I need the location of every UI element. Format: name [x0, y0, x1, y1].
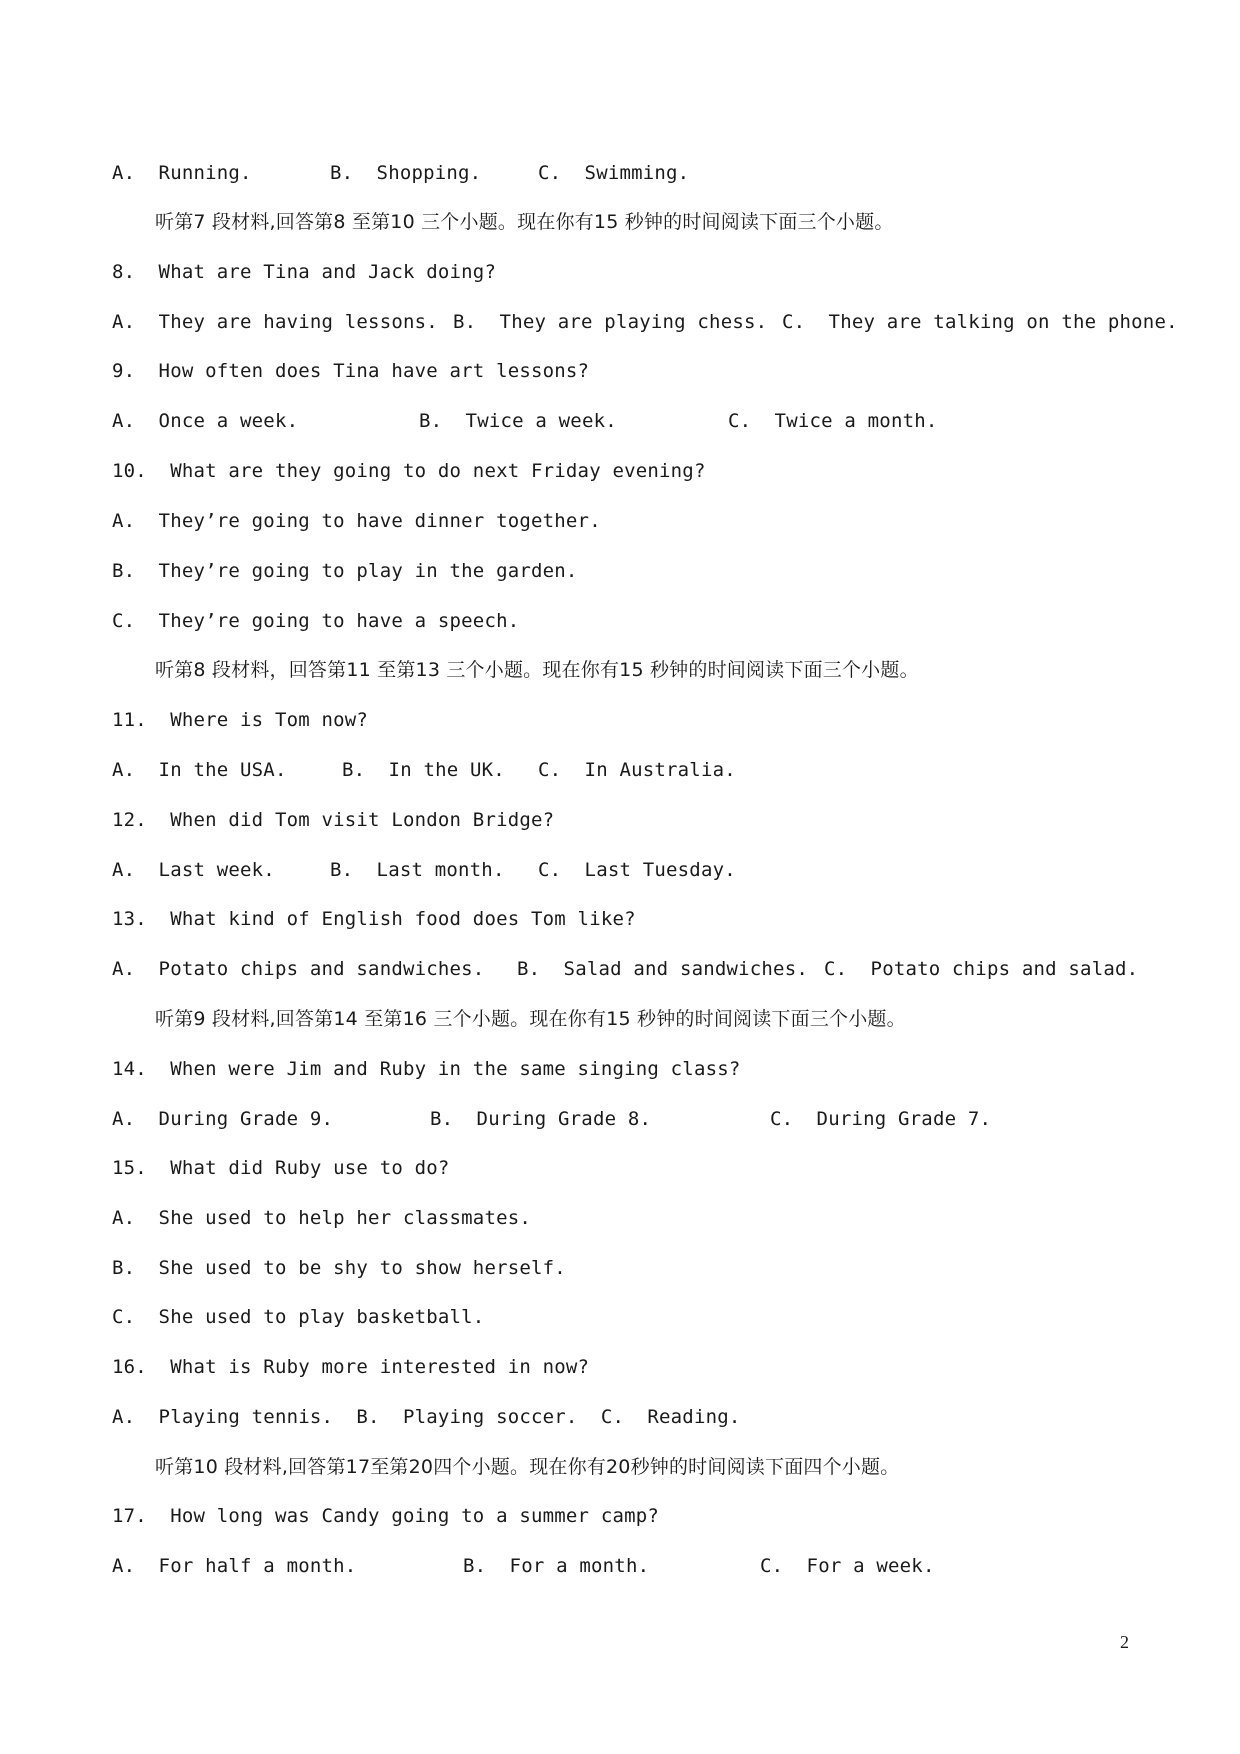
option-b: B. During Grade 8. [430, 1108, 652, 1130]
question-15: 15. What did Ruby use to do? [112, 1157, 450, 1179]
options-row-q11 [112, 755, 736, 785]
option-a: A. For half a month. [112, 1555, 357, 1577]
options-row-q9 [112, 406, 938, 436]
option-c: C. They’re going to have a speech. [112, 610, 520, 632]
question-9: 9. How often does Tina have art lessons? [112, 360, 590, 382]
options-row-q12 [112, 855, 736, 885]
option-b: B. Shopping. [330, 162, 482, 184]
question-11: 11. Where is Tom now? [112, 709, 369, 731]
option-c: C. During Grade 7. [770, 1108, 992, 1130]
question-17: 17. How long was Candy going to a summer camp? [112, 1505, 660, 1527]
options-row-q17 [112, 1551, 935, 1581]
option-b: B. In the UK. [342, 759, 505, 781]
section-instruction: 听第8 段材料，回答第11 至第13 三个小题。现在你有15 秒钟的时间阅读下面三个小题。 [155, 659, 919, 681]
question-14: 14. When were Jim and Ruby in the same singing class? [112, 1058, 741, 1080]
options-row-q13 [112, 954, 1139, 984]
option-c: C. They are talking on the phone. [782, 311, 1178, 333]
option-b: B. For a month. [463, 1555, 650, 1577]
options-row-q14 [112, 1104, 992, 1134]
option-a: A. Running. [112, 162, 252, 184]
option-c: C. Swimming. [538, 162, 690, 184]
question-10: 10. What are they going to do next Friday evening? [112, 460, 706, 482]
question-16: 16. What is Ruby more interested in now? [112, 1356, 590, 1378]
options-row-q7 [112, 158, 690, 188]
option-b: B. Twice a week. [419, 410, 617, 432]
option-a: A. In the USA. [112, 759, 287, 781]
options-row-q16: A. Playing tennis. B. Playing soccer. C. Reading. [112, 1406, 741, 1428]
page-number: 2 [1120, 1632, 1129, 1652]
options-row-q8 [112, 307, 1178, 337]
question-12: 12. When did Tom visit London Bridge? [112, 809, 555, 831]
option-c: C. In Australia. [538, 759, 736, 781]
option-c: C. Last Tuesday. [538, 859, 736, 881]
option-b: B. Last month. [330, 859, 505, 881]
option-b: B. They’re going to play in the garden. [112, 560, 578, 582]
question-8: 8. What are Tina and Jack doing? [112, 261, 497, 283]
option-a: A. During Grade 9. [112, 1108, 334, 1130]
option-a: A. They are having lessons. [112, 311, 438, 333]
option-c: C. She used to play basketball. [112, 1306, 485, 1328]
option-a: A. Once a week. [112, 410, 299, 432]
option-a: A. They’re going to have dinner together. [112, 510, 601, 532]
option-b: B. She used to be shy to show herself. [112, 1257, 566, 1279]
option-b: B. Salad and sandwiches. [517, 958, 808, 980]
option-c: C. Twice a month. [728, 410, 938, 432]
section-instruction: 听第10 段材料,回答第17至第20四个小题。现在你有20秒钟的时间阅读下面四个小题。 [155, 1456, 900, 1478]
question-13: 13. What kind of English food does Tom like? [112, 908, 636, 930]
option-a: A. Potato chips and sandwiches. [112, 958, 485, 980]
option-c: C. Potato chips and salad. [824, 958, 1139, 980]
option-a: A. Last week. [112, 859, 275, 881]
section-instruction: 听第7 段材料,回答第8 至第10 三个小题。现在你有15 秒钟的时间阅读下面三个小题。 [155, 211, 894, 233]
option-c: C. For a week. [760, 1555, 935, 1577]
option-a: A. She used to help her classmates. [112, 1207, 532, 1229]
section-instruction: 听第9 段材料,回答第14 至第16 三个小题。现在你有15 秒钟的时间阅读下面三个小题。 [155, 1008, 906, 1030]
option-b: B. They are playing chess. [453, 311, 768, 333]
